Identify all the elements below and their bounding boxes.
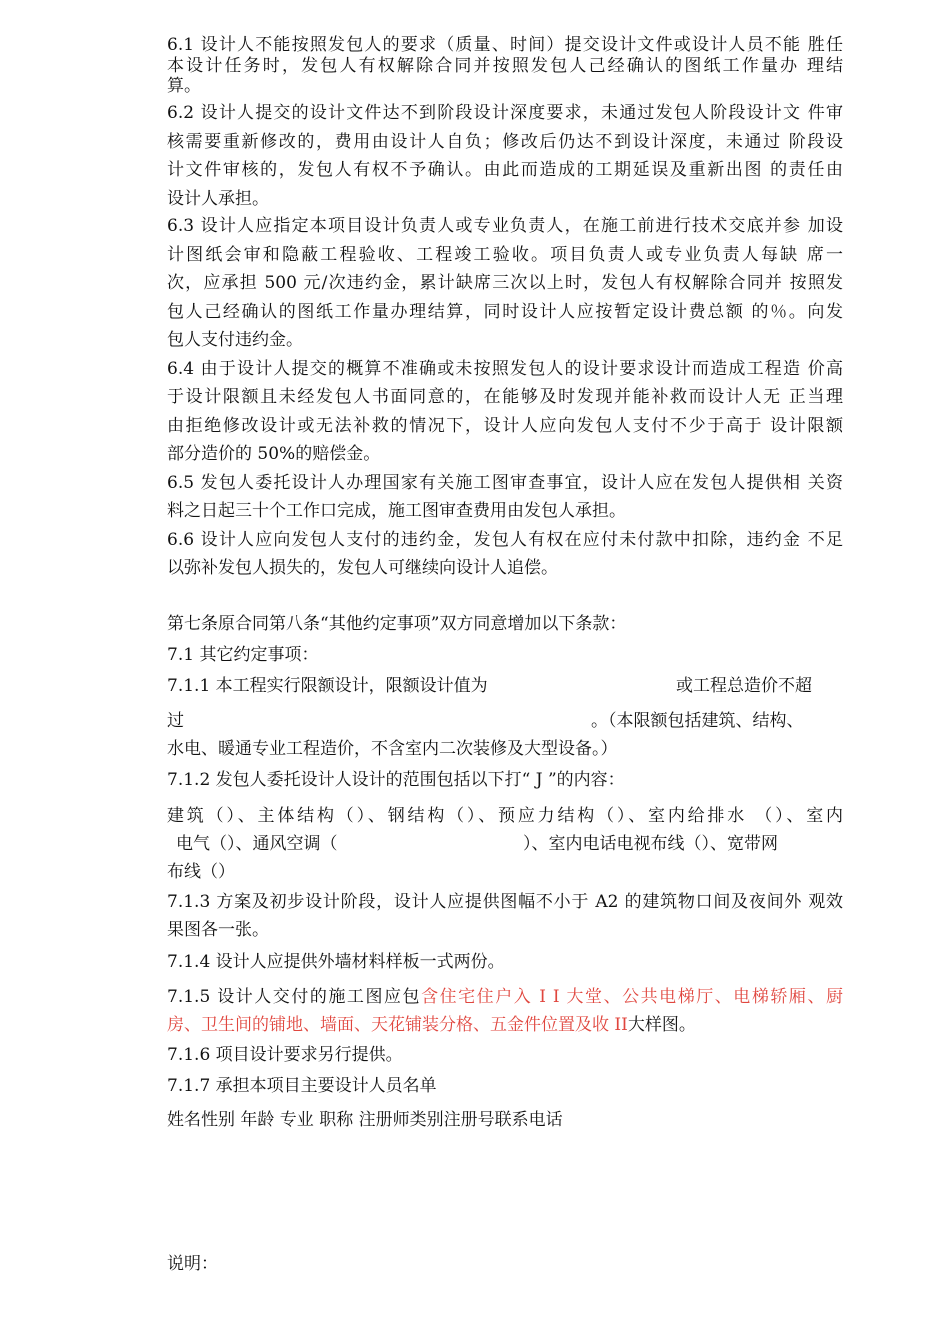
clause-7-1-4: 7.1.4 设计人应提供外墙材料样板一式两份。 — [167, 952, 505, 972]
staff-table-header: 姓名性别 年龄 专业 职称 注册师类别注册号联系电话 — [167, 1110, 563, 1130]
clause-7-1-5-line-1 — [167, 987, 843, 1007]
clause-7-1-3-line-2: 果图各一张。 — [167, 920, 269, 940]
clause-6-4-line-1: 6.4 由于设计人提交的概算不准确或未按照发包人的设计要求设计而造成工程造 价高 — [167, 359, 843, 379]
clause-7-1-2-scope-line-2a: 电气（）、通风空调（ — [176, 834, 338, 854]
clause-6-6-line-2: 以弥补发包人损失的，发包人可继续向设计人追偿。 — [167, 558, 558, 578]
clause-7-1-5-line-2 — [167, 1015, 696, 1035]
clause-6-5-line-1: 6.5 发包人委托设计人办理国家有关施工图审查事宜，设计人应在发包人提供相 关资 — [167, 473, 843, 493]
clause-6-4-line-2: 于设计限额且未经发包人书面同意的，在能够及时发现并能补救而设计人无 正当理 — [167, 387, 843, 407]
clause-7-1-1-text-d: 。（本限额包括建筑、结构、 — [591, 711, 804, 731]
clause-7-1-1-text-b: 或工程总造价不超 — [676, 676, 812, 696]
clause-6-1-line-3: 算。 — [167, 76, 201, 96]
clause-6-2-line-2: 核需要重新修改的，费用由设计人自负；修改后仍达不到设计深度，未通过 阶段设 — [167, 132, 843, 152]
clause-7-1-5-text-b: 大样图。 — [627, 1015, 696, 1035]
clause-7-1-5-text-a: 7.1.5 设计人交付的施工图应包 — [167, 987, 422, 1007]
clause-7-1-2-scope-line-1: 建筑（）、主体结构（）、钢结构（）、预应力结构（）、室内给排水 （）、室内 — [167, 806, 843, 826]
clause-6-1-line-2: 本设计任务时，发包人有权解除合同并按照发包人己经确认的图纸工作量办 理结 — [167, 56, 843, 76]
clause-6-4-line-4: 部分造价的 50%的赔偿金。 — [167, 444, 381, 464]
clause-6-2-line-1: 6.2 设计人提交的设计文件达不到阶段设计深度要求，未通过发包人阶段设计文 件审 — [167, 103, 843, 123]
clause-7-1-2-heading: 7.1.2 发包人委托设计人设计的范围包括以下打“ J ”的内容： — [167, 770, 625, 790]
clause-6-4-line-3: 由拒绝修改设计或无法补救的情况下，设计人应向发包人支付不少于高于 设计限额 — [167, 416, 843, 436]
clause-7-1-5-highlight-1: 含住宅住户入 I I 大堂、公共电梯厅、电梯轿厢、厨 — [421, 987, 843, 1007]
clause-7-1-1-text-c: 过 — [167, 711, 184, 731]
clause-6-2-line-4: 设计人承担。 — [167, 189, 269, 209]
clause-7-1-7: 7.1.7 承担本项目主要设计人员名单 — [167, 1076, 437, 1096]
clause-6-1-line-1: 6.1 设计人不能按照发包人的要求（质量、时间）提交设计文件或设计人员不能 胜任 — [167, 35, 843, 55]
clause-7-1-2-scope-line-3: 布线（） — [167, 862, 235, 882]
clause-6-2-line-3: 计文件审核的，发包人有权不予确认。由此而造成的工期延误及重新出图 的责任由 — [167, 160, 843, 180]
clause-7-1-3-line-1: 7.1.3 方案及初步设计阶段，设计人应提供图幅不小于 A2 的建筑物口间及夜间外 观效 — [167, 892, 843, 912]
article-7-heading: 第七条原合同第八条“其他约定事项”双方同意增加以下条款： — [167, 614, 627, 634]
clause-6-3-line-5: 包人支付违约金。 — [167, 330, 303, 350]
clause-6-3-line-1: 6.3 设计人应指定本项目设计负责人或专业负责人，在施工前进行技术交底并参 加设 — [167, 216, 843, 236]
clause-7-1-1-text-a: 7.1.1 本工程实行限额设计，限额设计值为 — [167, 676, 488, 696]
clause-7-1-6: 7.1.6 项目设计要求另行提供。 — [167, 1045, 403, 1065]
clause-6-5-line-2: 料之日起三十个工作口完成，施工图审查费用由发包人承担。 — [167, 501, 626, 521]
clause-6-6-line-1: 6.6 设计人应向发包人支付的违约金，发包人有权在应付未付款中扣除，违约金 不足 — [167, 530, 843, 550]
clause-7-1-2-scope-line-2b: ）、室内电话电视布线（）、宽带网 — [523, 834, 778, 854]
clause-6-3-line-4: 包人己经确认的图纸工作量办理结算，同时设计人应按暂定设计费总额 的％。向发 — [167, 302, 843, 322]
clause-6-3-line-3: 次，应承担 500 元/次违约金，累计缺席三次以上时，发包人有权解除合同并 按照发 — [167, 273, 843, 293]
note-label: 说明： — [167, 1254, 218, 1274]
clause-7-1-5-highlight-2: 房、卫生间的铺地、墙面、天花铺装分格、五金件位置及收 II — [167, 1015, 628, 1035]
clause-7-1-1-text-e: 水电、暖通专业工程造价，不含室内二次装修及大型设备。） — [167, 739, 618, 759]
clause-7-1-heading: 7.1 其它约定事项： — [167, 645, 319, 665]
clause-6-3-line-2: 计图纸会审和隐蔽工程验收、工程竣工验收。项目负责人或专业负责人每缺 席一 — [167, 245, 843, 265]
